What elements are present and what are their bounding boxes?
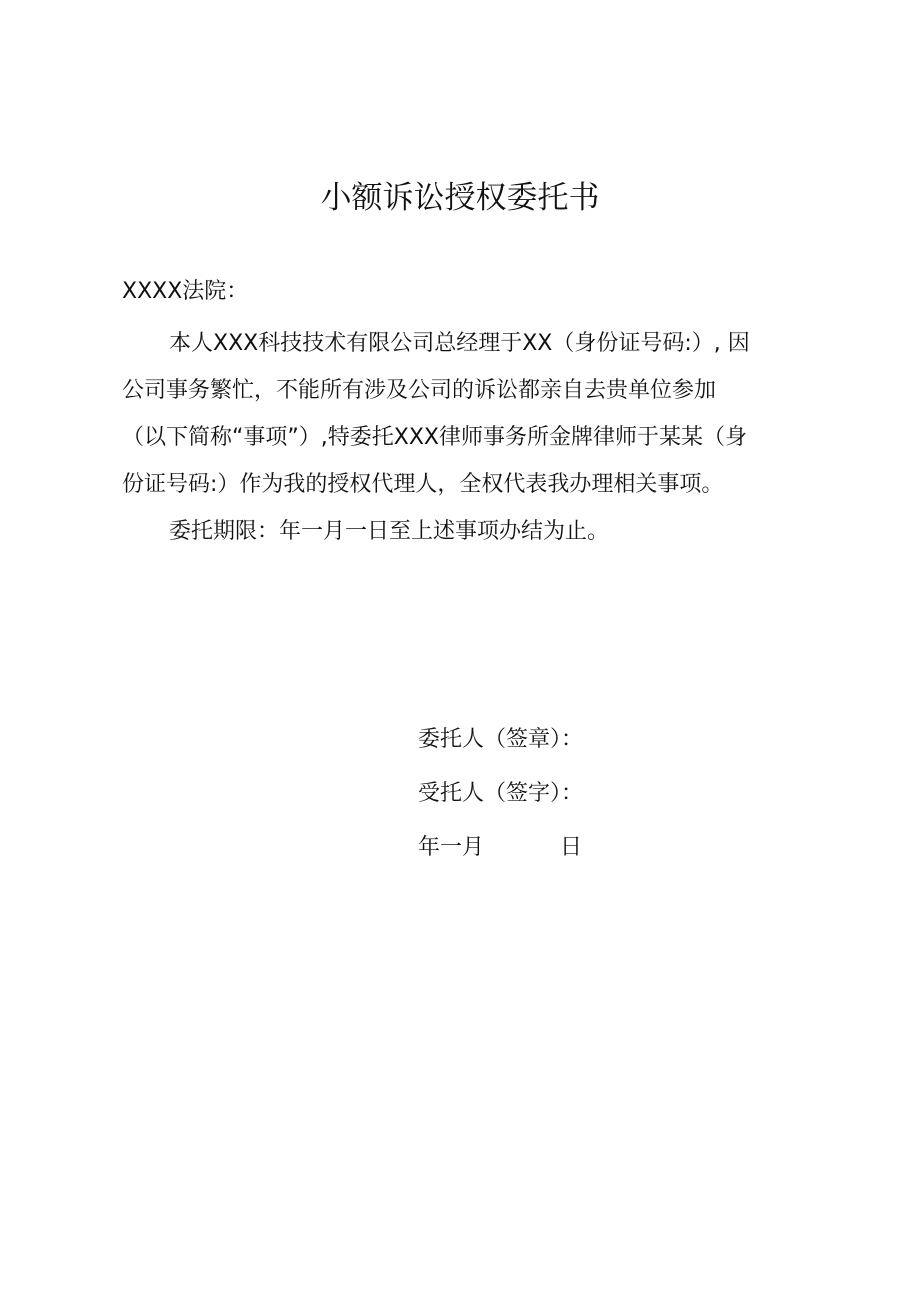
body-line-2: 公司事务繁忙，不能所有涉及公司的诉讼都亲自去贵单位参加 [122, 378, 717, 403]
body-line-3: （以下简称“事项”）,特委托XXX律师事务所金牌律师于某某（身 [122, 425, 748, 450]
document-body [122, 320, 812, 555]
date-line [418, 821, 583, 875]
signature-block [418, 713, 583, 875]
date-day: 日 [560, 835, 583, 860]
principal-signature-line: 委托人（签章）： [418, 727, 584, 752]
salutation: XXXX法院： [122, 279, 249, 304]
body-line-4: 份证号码:）作为我的授权代理人，全权代表我办理相关事项。 [122, 472, 724, 497]
date-year-month: 年一月 [418, 835, 485, 860]
agent-signature-line: 受托人（签字）： [418, 781, 584, 806]
document-title: 小额诉讼授权委托书 [320, 180, 600, 216]
term-line: 委托期限：年一月一日至上述事项办结为止。 [169, 519, 610, 544]
body-line-1: 本人XXX科技技术有限公司总经理于XX（身份证号码:）, 因 [169, 331, 750, 356]
